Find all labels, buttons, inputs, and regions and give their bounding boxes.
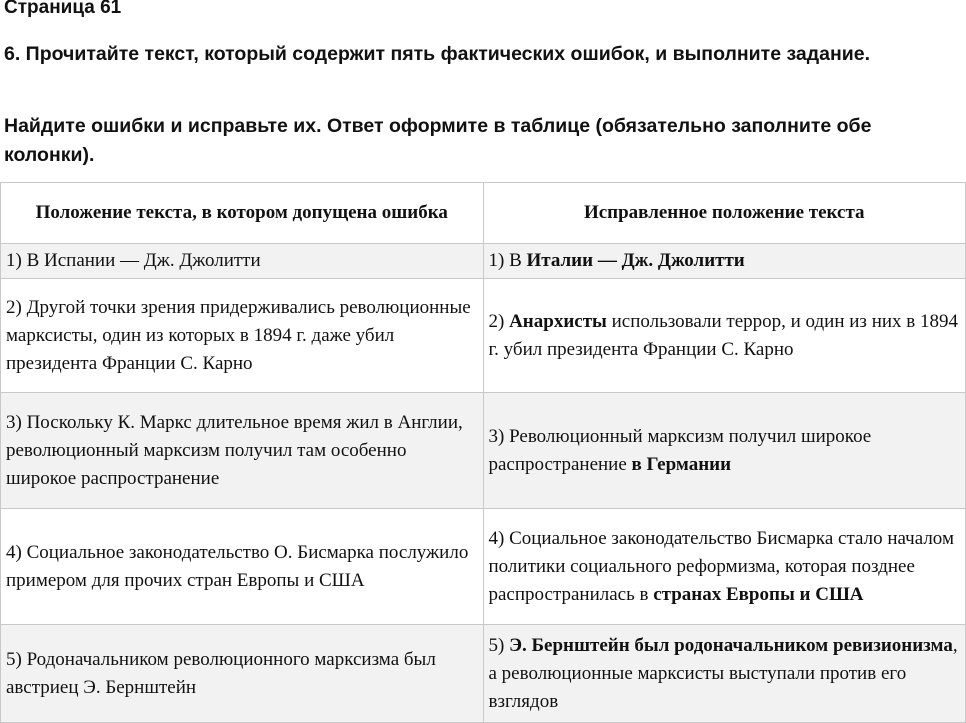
fix-highlight: Анархисты xyxy=(509,310,607,332)
fix-cell xyxy=(483,509,966,625)
error-cell: 1) В Испании — Дж. Джолитти xyxy=(1,244,484,279)
fix-highlight: в Германии xyxy=(631,453,732,475)
error-cell: 4) Социальное законодательство О. Бисмарка послужило примером для прочих стран Европы и США xyxy=(1,509,484,625)
table-row xyxy=(1,279,966,393)
fix-text: 4) Социальное законодательство Бисмарка стало началом политики социального реформизма, которая позднее распространилась в xyxy=(488,527,954,605)
fix-highlight: Э. Бернштейн был родоначальником ревизионизма xyxy=(509,634,953,656)
error-cell: 3) Поскольку К. Маркс длительное время жил в Англии, революционный марксизм получил там особенно широкое распространение xyxy=(1,393,484,509)
fix-cell xyxy=(483,393,966,509)
fix-text: 3) Революционный марксизм получил широкое распространение xyxy=(488,425,872,475)
fix-text: 2) xyxy=(488,310,510,332)
fix-text: 5) xyxy=(488,634,510,656)
answer-table xyxy=(0,182,966,723)
fix-text: использовали террор, и один из них в 1894 г. убил президента Франции С. Карно xyxy=(488,310,958,360)
fix-cell xyxy=(483,625,966,723)
error-cell: 5) Родоначальником революционного марксизма был австриец Э. Бернштейн xyxy=(1,625,484,723)
fix-text: 1) В xyxy=(488,250,527,271)
table-header-row xyxy=(1,183,966,244)
header-error-column: Положение текста, в котором допущена ошибка xyxy=(1,183,484,244)
table-row xyxy=(1,244,966,279)
table-row xyxy=(1,509,966,625)
fix-highlight: странах Европы и США xyxy=(653,583,864,605)
fix-highlight: Италии — Дж. Джолитти xyxy=(526,250,745,271)
table-row xyxy=(1,625,966,723)
table-row xyxy=(1,393,966,509)
fix-text: , а революционные марксисты выступали против его взглядов xyxy=(488,634,958,712)
page-title: Страница 61 xyxy=(4,0,122,18)
fix-cell xyxy=(483,244,966,279)
task-heading: 6. Прочитайте текст, который содержит пять фактических ошибок, и выполните задание. xyxy=(4,43,870,65)
header-fix-column: Исправленное положение текста xyxy=(483,183,966,244)
error-cell: 2) Другой точки зрения придерживались революционные марксисты, один из которых в 1894 г. даже убил президента Франции С. Карно xyxy=(1,279,484,393)
task-instruction: Найдите ошибки и исправьте их. Ответ оформите в таблице (обязательно заполните обе колонки). xyxy=(4,115,872,166)
fix-cell xyxy=(483,279,966,393)
